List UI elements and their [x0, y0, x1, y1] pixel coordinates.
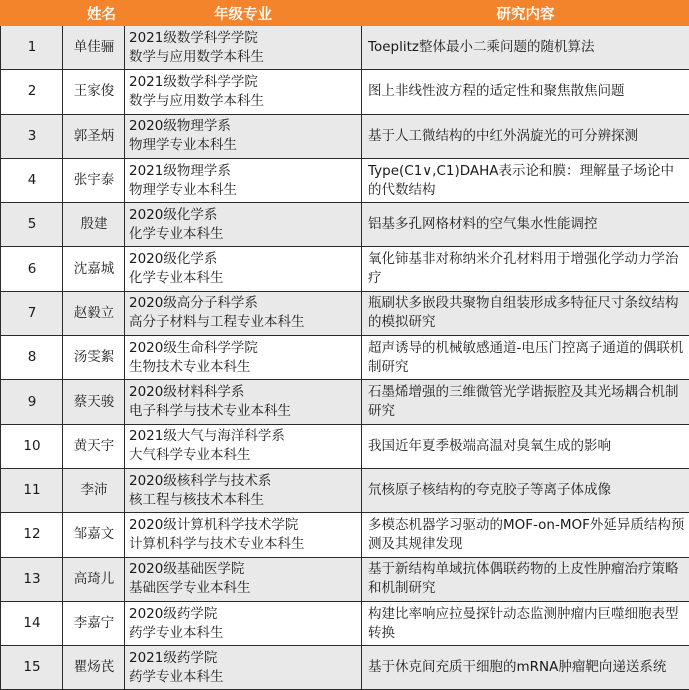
student-name: 郭圣炳: [63, 127, 125, 146]
row-number: 11: [1, 481, 63, 500]
major-text: 物理学专业本科生: [129, 181, 361, 200]
grade-major-cell: [125, 70, 362, 114]
row-number: 14: [1, 614, 63, 633]
table-row: [1, 114, 689, 158]
major-text: 数学与应用数学本科生: [129, 48, 361, 67]
name-cell: [1, 557, 125, 601]
research-cell: [362, 513, 689, 557]
research-text: 超声诱导的机械敏感通道-电压门控离子通道的偶联机制研究: [368, 340, 683, 375]
row-number: 3: [1, 127, 63, 146]
name-cell: [1, 336, 125, 380]
grade-text: 2021级大气与海洋科学系: [129, 427, 361, 446]
header-row: [1, 1, 689, 26]
research-cell: [362, 646, 689, 690]
research-text: 氘核原子核结构的夸克胶子等离子体成像: [368, 482, 611, 498]
major-text: 数学与应用数学本科生: [129, 92, 361, 111]
table-row: [1, 424, 689, 468]
student-name: 汤雯絮: [63, 348, 125, 367]
grade-text: 2020级基础医学院: [129, 560, 361, 579]
name-cell: [1, 247, 125, 291]
grade-major-cell: [125, 646, 362, 690]
name-cell: [1, 424, 125, 468]
student-name: 李嘉宁: [63, 614, 125, 633]
grade-major-cell: [125, 468, 362, 512]
major-text: 核工程与核技术本科生: [129, 491, 361, 510]
table-row: [1, 70, 689, 114]
research-text: 图上非线性波方程的适定性和聚焦散焦问题: [368, 83, 625, 99]
table-row: [1, 468, 689, 512]
research-cell: [362, 557, 689, 601]
student-name: 蔡天骏: [63, 393, 125, 412]
research-cell: [362, 291, 689, 335]
student-name: 李沛: [63, 481, 125, 500]
research-text: 铝基多孔网格材料的空气集水性能调控: [368, 216, 598, 232]
major-text: 化学专业本科生: [129, 269, 361, 288]
research-cell: [362, 468, 689, 512]
major-text: 药学专业本科生: [129, 668, 361, 687]
grade-text: 2020级计算机科学技术学院: [129, 516, 361, 535]
row-number: 8: [1, 348, 63, 367]
grade-text: 2021级物理学系: [129, 162, 361, 181]
student-name: 单佳骊: [63, 38, 125, 57]
name-cell: [1, 70, 125, 114]
research-text: Type(C1∨,C1)DAHA表示论和膜：理解量子场论中的代数结构: [368, 163, 674, 198]
row-number: 10: [1, 437, 63, 456]
grade-text: 2020级物理学系: [129, 117, 361, 136]
grade-text: 2020级高分子科学系: [129, 294, 361, 313]
grade-text: 2021级数学科学学院: [129, 73, 361, 92]
student-name: 王家俊: [63, 82, 125, 101]
table-body: [1, 26, 689, 690]
major-text: 高分子材料与工程专业本科生: [129, 313, 361, 332]
row-number: 4: [1, 171, 63, 190]
header-research: 研究内容: [362, 1, 689, 26]
row-number: 15: [1, 658, 63, 677]
student-name: 高琦儿: [63, 570, 125, 589]
name-cell: [1, 513, 125, 557]
grade-major-cell: [125, 380, 362, 424]
research-cell: [362, 70, 689, 114]
grade-major-cell: [125, 247, 362, 291]
research-text: 基于新结构单域抗体偶联药物的上皮性肿瘤治疗策略和机制研究: [368, 561, 679, 596]
row-number: 12: [1, 525, 63, 544]
table-row: [1, 601, 689, 645]
research-text: 构建比率响应拉曼探针动态监测肿瘤内巨噬细胞表型转换: [368, 606, 679, 641]
student-name: 沈嘉城: [63, 260, 125, 279]
grade-major-cell: [125, 513, 362, 557]
table-row: [1, 203, 689, 247]
research-cell: [362, 114, 689, 158]
name-cell: [1, 601, 125, 645]
row-number: 2: [1, 82, 63, 101]
research-cell: [362, 601, 689, 645]
row-number: 9: [1, 393, 63, 412]
student-name: 赵毅立: [63, 304, 125, 323]
grade-text: 2020级材料科学系: [129, 383, 361, 402]
student-name: 瞿炀芪: [63, 658, 125, 677]
major-text: 药学专业本科生: [129, 624, 361, 643]
research-text: 我国近年夏季极端高温对臭氧生成的影响: [368, 438, 611, 454]
name-cell: [1, 291, 125, 335]
grade-text: 2020级生命科学学院: [129, 339, 361, 358]
name-cell: [1, 114, 125, 158]
major-text: 电子科学与技术专业本科生: [129, 402, 361, 421]
header-name: 姓名: [1, 1, 125, 26]
grade-text: 2020级核科学与技术系: [129, 472, 361, 491]
row-number: 7: [1, 304, 63, 323]
name-cell: [1, 26, 125, 70]
research-cell: [362, 203, 689, 247]
table-row: [1, 557, 689, 601]
research-text: 氧化铈基非对称纳米介孔材料用于增强化学动力学治疗: [368, 251, 679, 286]
row-number: 6: [1, 260, 63, 279]
row-number: 5: [1, 215, 63, 234]
table-row: [1, 380, 689, 424]
major-text: 计算机科学与技术专业本科生: [129, 535, 361, 554]
grade-text: 2021级药学院: [129, 649, 361, 668]
student-name: 殷建: [63, 215, 125, 234]
research-cell: [362, 26, 689, 70]
row-number: 13: [1, 570, 63, 589]
research-cell: [362, 247, 689, 291]
research-cell: [362, 380, 689, 424]
grade-major-cell: [125, 557, 362, 601]
student-name: 黄天宇: [63, 437, 125, 456]
research-text: 基于休克间充质干细胞的mRNA肿瘤靶向递送系统: [368, 659, 666, 675]
grade-major-cell: [125, 203, 362, 247]
table-row: [1, 26, 689, 70]
table-row: [1, 158, 689, 202]
table-row: [1, 336, 689, 380]
research-text: 瓶刷状多嵌段共聚物自组装形成多特征尺寸条纹结构的模拟研究: [368, 295, 679, 330]
grade-major-cell: [125, 26, 362, 70]
name-cell: [1, 468, 125, 512]
research-text: 多模态机器学习驱动的MOF-on-MOF外延异质结构预测及其规律发现: [368, 517, 684, 552]
major-text: 物理学专业本科生: [129, 136, 361, 155]
grade-major-cell: [125, 291, 362, 335]
student-name: 邹嘉文: [63, 525, 125, 544]
row-number: 1: [1, 38, 63, 57]
grade-text: 2020级化学系: [129, 206, 361, 225]
major-text: 化学专业本科生: [129, 225, 361, 244]
student-name: 张宇泰: [63, 171, 125, 190]
header-grade-major: 年级专业: [125, 1, 362, 26]
name-cell: [1, 646, 125, 690]
table-row: [1, 291, 689, 335]
grade-major-cell: [125, 424, 362, 468]
research-cell: [362, 424, 689, 468]
grade-text: 2021级数学科学学院: [129, 29, 361, 48]
grade-text: 2020级化学系: [129, 250, 361, 269]
research-text: 基于人工微结构的中红外涡旋光的可分辨探测: [368, 128, 638, 144]
major-text: 大气科学专业本科生: [129, 446, 361, 465]
grade-major-cell: [125, 114, 362, 158]
table-row: [1, 646, 689, 690]
grade-text: 2020级药学院: [129, 605, 361, 624]
grade-major-cell: [125, 158, 362, 202]
name-cell: [1, 380, 125, 424]
research-text: Toeplitz整体最小二乘问题的随机算法: [368, 39, 594, 55]
major-text: 基础医学专业本科生: [129, 579, 361, 598]
name-cell: [1, 158, 125, 202]
table-row: [1, 513, 689, 557]
grade-major-cell: [125, 336, 362, 380]
research-cell: [362, 336, 689, 380]
major-text: 生物技术专业本科生: [129, 358, 361, 377]
research-text: 石墨烯增强的三维微管光学谐振腔及其光场耦合机制研究: [368, 384, 679, 419]
grade-major-cell: [125, 601, 362, 645]
name-cell: [1, 203, 125, 247]
table-row: [1, 247, 689, 291]
research-cell: [362, 158, 689, 202]
